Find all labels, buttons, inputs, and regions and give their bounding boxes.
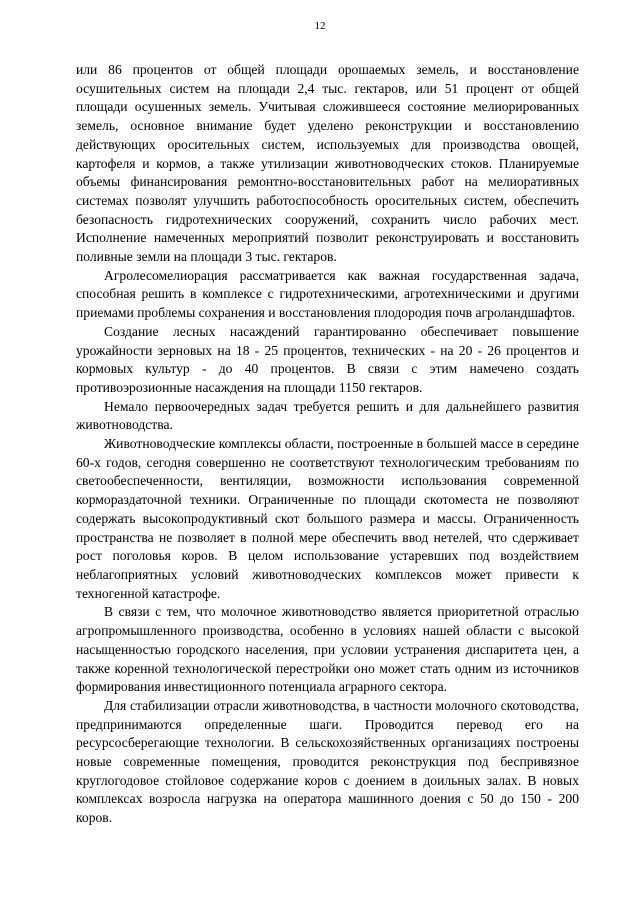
paragraph-irrigation-continuation: или 86 процентов от общей площади орошаемых земель, и восстановление осушительных систем на площади 2,4 тыс. гектаров, или 51 процент от общей площади осушенных земель. Учитывая сложившееся состояние мелиорированных земель, основное внимание будет уделено реконструкции и восстановлению действующих оросительных систем, используемых для производства овощей, картофеля и кормов, а также утилизации животноводческих стоков. Планируемые объемы финансирования ремонтно-восстановительных работ на мелиоративных системах позволят улучшить работоспособность оросительных систем, обеспечить безопасность гидротехнических сооружений, сохранить число рабочих мест. Исполнение намеченных мероприятий позволит реконструировать и восстановить поливные земли на площади 3 тыс. гектаров. (76, 62, 579, 265)
paragraph-agroforestry: Агролесомелиорация рассматривается как важная государственная задача, способная решить в комплексе с гидротехническими, агротехническими и другими приемами проблемы сохранения и восстановления плодородия почв агроландшафтов. (76, 267, 579, 321)
paragraph-livestock-tasks: Немало первоочередных задач требуется решить и для дальнейшего развития животноводства. (76, 398, 579, 433)
document-body (76, 61, 579, 828)
page-number: 12 (314, 20, 326, 32)
paragraph-dairy-priority: В связи с тем, что молочное животноводство является приоритетной отраслью агропромышленного производства, особенно в условиях нашей области с высокой насыщенностью городского населения, при условии устранения диспаритета цен, а также коренной технологической перестройки оно может стать одним из источников формирования инвестиционного потенциала аграрного сектора. (76, 604, 579, 695)
paragraph-livestock-complexes: Животноводческие комплексы области, построенные в большей массе в середине 60-х годов, сегодня совершенно не соответствуют технологическим требованиям по светообеспеченности, вентиляции, возможности использования современной кормораздаточной техники. Ограниченные по площади скотоместа не позволяют содержать высокопродуктивный скот большого размера и массы. Ограниченность пространства не позволяет в полной мере обеспечить ввод нетелей, что сдерживает рост поголовья коров. В целом использование устаревших под воздействием неблагоприятных условий животноводческих комплексов может привести к техногенной катастрофе. (76, 436, 579, 601)
paragraph-forest-plantings: Создание лесных насаждений гарантированно обеспечивает повышение урожайности зерновых на 18 - 25 процентов, технических - на 20 - 26 процентов и кормовых культур - до 40 процентов. В связи с этим намечено создать противоэрозионные насаждения на площади 1150 гектаров. (76, 323, 579, 395)
paragraph-dairy-stabilization: Для стабилизации отрасли животноводства, в частности молочного скотоводства, предпринимаются определенные шаги. Проводится перевод его на ресурсосберегающие технологии. В сельскохозяйственных организациях построены новые современные помещения, проводится реконструкция под беспривязное круглогодовое стойловое содержание коров с доением в доильных залах. В новых комплексах возросла нагрузка на оператора машинного доения с 50 до 150 - 200 коров. (76, 697, 579, 826)
